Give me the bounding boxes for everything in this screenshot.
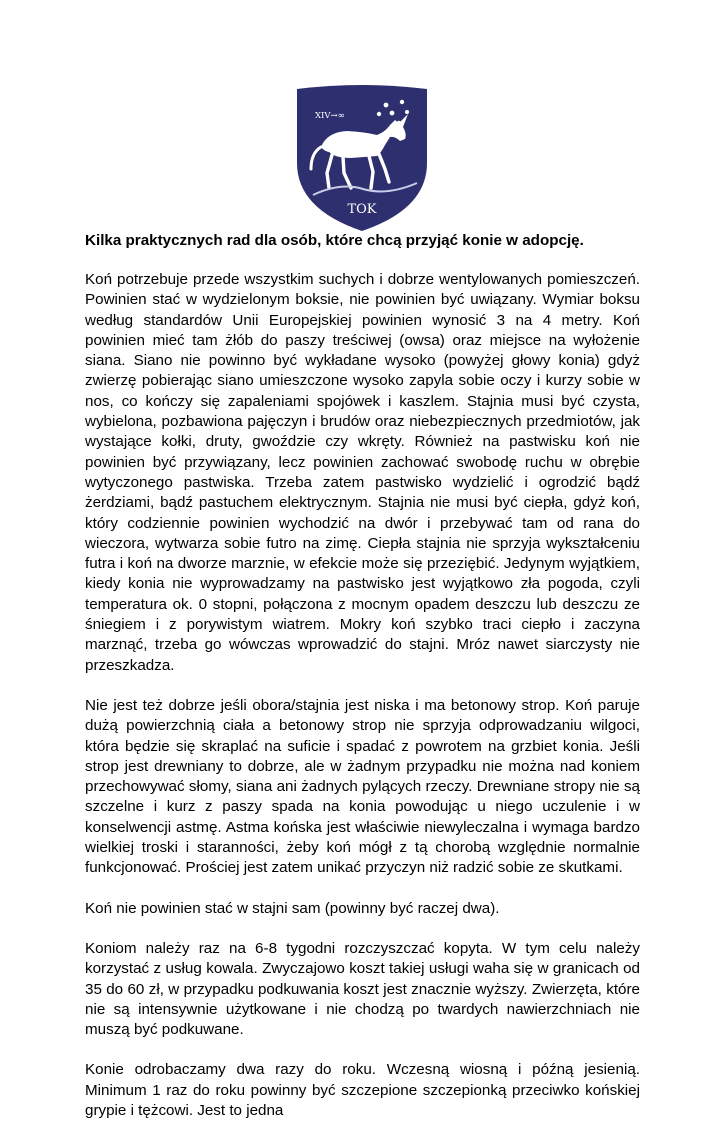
paragraph-deworming-vaccination: Konie odrobaczamy dwa razy do roku. Wczesną wiosną i późną jesienią. Minimum 1 raz do roku powinny być szczepione szczepionką przeciwko końskiej grypie i tężcowi. Jest to jedna bbox=[85, 1061, 640, 1119]
paragraph-not-alone: Koń nie powinien stać w stajni sam (powinny być raczej dwa). bbox=[85, 899, 500, 917]
document-title: Kilka praktycznych rad dla osób, które chcą przyjąć konie w adopcję. bbox=[85, 232, 584, 249]
emblem-text: XIV→∞ bbox=[315, 111, 345, 121]
document-body bbox=[85, 231, 640, 1121]
unicorn-shield-logo bbox=[291, 85, 433, 235]
paragraph-ceiling-and-dust: Nie jest też dobrze jeśli obora/stajnia jest niska i ma betonowy strop. Koń paruje dużą powierzchnią ciała a betonowy strop nie sprzyja odprowadzaniu wilgoci, która będzie się skraplać na suficie i spadać z powrotem na grzbiet konia. Jeśli strop jest drewniany to dobrze, ale w żadnym przypadku nie można nad koniem przechowywać słomy, siana ani żadnych pylących rzeczy. Drewniane stropy nie są szczelne i kurz z paszy spada na konia powodując u niego uczulenie i w konselwencji astmę. Astma końska jest właściwie niewyleczalna i wymaga bardzo wielkiej troski i staranności, żeby koń mógł z tą chorobą względnie normalnie funkcjonować. Prościej jest zatem unikać przyczyn niż radzić sobie ze skutkami. bbox=[85, 696, 640, 877]
logo-acronym: TOK bbox=[347, 202, 377, 217]
paragraph-stable-requirements: Koń potrzebuje przede wszystkim suchych i dobrze wentylowanych pomieszczeń. Powinien stać w wydzielonym boksie, nie powinien być uwiązany. Wymiar boksu według standardów Unii Europejskiej powinien wynosić 3 na 4 metry. Koń powinien mieć tam żłób do paszy treściwej (owsa) oraz miejsce na wyłożenie siana. Siano nie powinno być wykładane wysoko (powyżej głowy konia) gdyż zwierzę pobierając siano umieszczone wysoko zapyla sobie oczy i kurzy sobie w nos, co kończy się zapaleniami spojówek i kaszlem. Stajnia musi być czysta, wybielona, pozbawiona pajęczyn i brudów oraz niebezpiecznych przedmiotów, jak wystające kołki, druty, gwoździe czy wkręty. Również na pastwisku koń nie powinien być przywiązany, lecz powinien zachować swobodę ruchu w obrębie wytyczonego pastwiska. Trzeba zatem pastwisko wydzielić i ogrodzić bądź żerdziami, bądź pastuchem elektrycznym. Stajnia nie musi być ciepła, gdyż koń, który codziennie powinien wychodzić na dwór i przebywać tam od rana do wieczora, wytwarza sobie futro na zimę. Ciepła stajnia nie sprzyja wykształceniu futra i koń na dworze marznie, w efekcie może się przeziębić. Jedynym wyjątkiem, kiedy konia nie wyprowadzamy na pastwisko jest wyjątkowo zła pogoda, czyli temperatura ok. 0 stopni, połączona z mocnym opadem deszczu lub deszczu ze śniegiem i z porywistym wiatrem. Mokry koń szybko traci ciepło i zaczyna marznąć, trzeba go wówczas wprowadzić do stajni. Mróz nawet siarczysty nie przeszkadza. bbox=[85, 271, 640, 674]
paragraph-hoof-care: Koniom należy raz na 6-8 tygodni rozczyszczać kopyta. W tym celu należy korzystać z usług kowala. Zwyczajowo koszt takiej usługi waha się w granicach od 35 do 60 zł, w przypadku podkuwania koszt jest znacznie wyższy. Zwierzęta, które nie są intensywnie użytkowane i nie chodzą po twardych nawierzchniach nie muszą być podkuwane. bbox=[85, 939, 640, 1039]
